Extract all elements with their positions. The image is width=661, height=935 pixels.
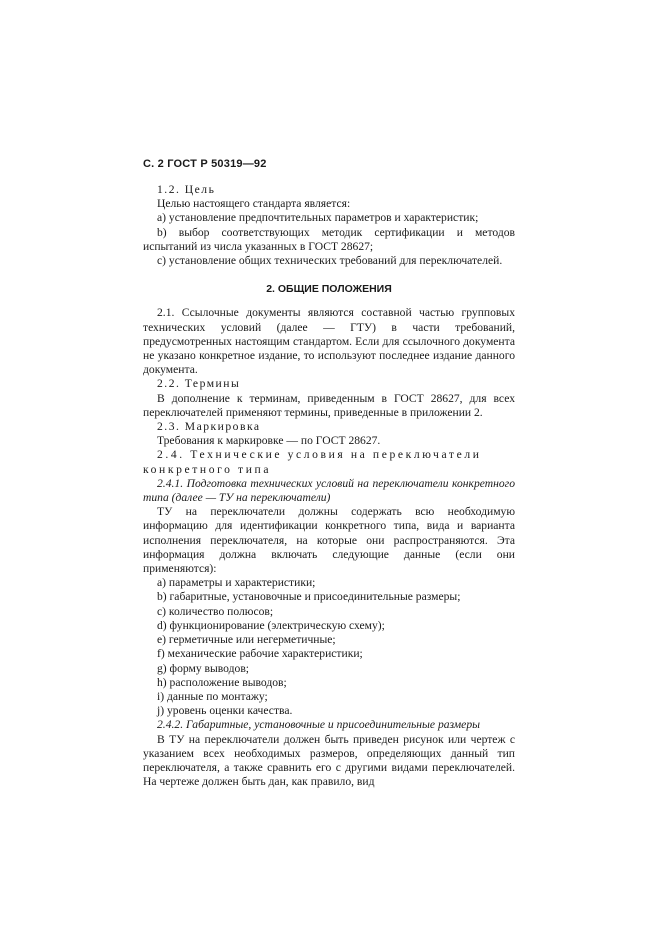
list-item-b: b) габаритные, установочные и присоединительные размеры; <box>157 590 461 604</box>
list-item-i: i) данные по монтажу; <box>157 689 268 703</box>
list-item-f: f) механические рабочие характеристики; <box>157 647 363 661</box>
list-item-e: e) герметичные или негерметичные; <box>157 633 336 647</box>
paragraph-2-2: В дополнение к терминам, приведенным в ГОСТ 28627, для всех переключателей применяют термины, приведенные в приложении 2. <box>143 391 515 419</box>
paragraph-2-4-1: ТУ на переключатели должны содержать всю необходимую информацию для идентификации конкретного типа, вида и варианта исполнения переключателя, на которые они распространяются. Эта информация должна включать следующие данные (если они применяются): <box>143 505 515 576</box>
goal-item-c: с) установление общих технических требований для переключателей. <box>157 254 503 268</box>
goal-item-b: b) выбор соответствующих методик сертификации и методов испытаний из числа указанных в ГОСТ 28627; <box>143 225 515 253</box>
heading-2-3: 2.3. Маркировка <box>157 420 261 434</box>
paragraph-2-4-2: В ТУ на переключатели должен быть приведен рисунок или чертеж с указанием всех необходимых размеров, определяющих данный тип переключателя, а также сравнить его с другими видами переключателей. На чертеже должен быть дан, как правило, вид <box>143 732 515 789</box>
list-item-c: c) количество полюсов; <box>157 604 274 618</box>
heading-2-4-2: 2.4.2. Габаритные, установочные и присоединительные размеры <box>157 718 480 732</box>
goal-item-a: а) установление предпочтительных параметров и характеристик; <box>157 211 479 225</box>
heading-2-4-1: 2.4.1. Подготовка технических условий на переключатели конкретного типа (далее — ТУ на переключатели) <box>143 476 515 505</box>
list-item-h: h) расположение выводов; <box>157 675 287 689</box>
paragraph-2-3: Требования к маркировке — по ГОСТ 28627. <box>157 434 381 448</box>
page-header: С. 2 ГОСТ Р 50319—92 <box>143 158 267 170</box>
section-1-2-heading: 1.2. Цель <box>157 183 216 196</box>
heading-2-4: 2.4. Технические условия на переключатели конкретного типа <box>143 448 482 476</box>
section-1-2-intro: Целью настоящего стандарта является: <box>157 197 351 211</box>
list-item-g: g) форму выводов; <box>157 661 250 675</box>
page-body <box>143 183 515 789</box>
list-item-j: j) уровень оценки качества. <box>157 704 293 718</box>
list-item-d: d) функционирование (электрическую схему); <box>157 618 385 632</box>
paragraph-2-1: 2.1. Ссылочные документы являются составной частью групповых технических условий (далее — ГТУ) в части требований, предусмотренных настоящим стандартом. Если для ссылочного документа не указано конкретное издание, то используют последнее издание данного документа. <box>143 306 515 377</box>
heading-2-2: 2.2. Термины <box>157 377 241 391</box>
list-item-a: a) параметры и характеристики; <box>157 576 316 590</box>
section-2-title: 2. ОБЩИЕ ПОЛОЖЕНИЯ <box>266 283 392 296</box>
